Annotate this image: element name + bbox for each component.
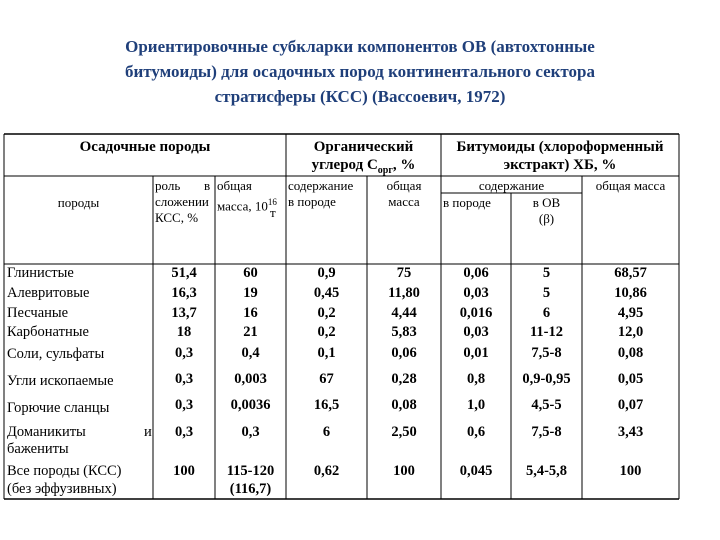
cell-b-ov: 7,5-8 — [531, 424, 562, 440]
cell-role: 0,3 — [174, 397, 194, 413]
cell-b-mass: 100 — [619, 463, 642, 479]
cell-b-ov: 5,4-5,8 — [525, 463, 568, 479]
cell-b-ov: 11-12 — [529, 324, 564, 340]
cell-c-content: 16,5 — [313, 397, 340, 413]
cell-c-content: 67 — [319, 371, 334, 387]
cell-c-content: 0,2 — [317, 305, 336, 321]
row-label: Глинистые — [7, 265, 74, 281]
cell-role: 13,7 — [171, 305, 197, 321]
cell-b-mass: 0,05 — [617, 371, 644, 387]
cell-mass: 0,3 — [241, 424, 260, 440]
cell-b-rock: 0,8 — [466, 371, 486, 387]
header-bitumoids-line2: экстракт) ХБ, % — [503, 157, 617, 173]
subheader-total-mass-line2: масса, $10^{16}$ — [217, 197, 277, 214]
cell-c-mass: 0,28 — [391, 371, 417, 387]
cell-mass: 16 — [243, 305, 258, 321]
cell-role: 18 — [176, 324, 192, 340]
cell-c-mass: 100 — [393, 463, 415, 479]
title-line-2: битумоиды) для осадочных пород континентального сектора — [124, 62, 596, 81]
cell-b-mass: 0,08 — [617, 345, 644, 361]
cell-b-rock: 0,6 — [466, 424, 486, 440]
cell-b-rock: 0,01 — [463, 345, 489, 361]
cell-c-content: 0,62 — [313, 463, 340, 479]
cell-mass: 21 — [243, 324, 258, 340]
subheader-bit-in-ov-line1: в ОВ — [532, 195, 561, 210]
cell-b-ov: 0,9-0,95 — [522, 371, 571, 387]
cell-mass: 0,0036 — [230, 397, 271, 413]
cell-b-rock: 1,0 — [466, 397, 486, 413]
cell-c-content: 0,9 — [317, 265, 336, 281]
subheader-role-line3: КСС, % — [155, 210, 199, 225]
cell-b-mass: 4,95 — [617, 305, 644, 321]
cell-role: 0,3 — [174, 345, 194, 361]
cell-role: 0,3 — [174, 371, 194, 387]
subheader-bit-total-mass: общая масса — [595, 178, 666, 193]
row-label-line2: бажениты — [7, 441, 69, 457]
header-sedimentary-rocks: Осадочные породы — [79, 139, 211, 155]
cell-c-mass: 11,80 — [388, 285, 420, 301]
organic-subscript: орг — [377, 165, 393, 176]
cell-c-mass: 75 — [396, 265, 412, 281]
row-label: Алевритовые — [7, 285, 90, 301]
subheader-bit-content: содержание — [478, 178, 545, 193]
subheader-role-line2: сложении — [155, 194, 209, 209]
subheader-c-mass-line2: масса — [388, 194, 420, 209]
subheader-total-mass-line1: общая — [217, 178, 252, 193]
cell-b-mass: 0,07 — [617, 397, 644, 413]
header-organic-carbon-line1: Органический — [313, 139, 414, 155]
row-label-and: и — [144, 424, 152, 440]
row-label: Карбонатные — [7, 324, 89, 340]
subheader-bit-in-rock: в породе — [443, 195, 491, 210]
cell-mass: 60 — [243, 265, 258, 281]
cell-role: 16,3 — [171, 285, 197, 301]
cell-b-mass: 3,43 — [617, 424, 644, 440]
cell-c-content: 0,45 — [313, 285, 340, 301]
header-organic-carbon-line2: углерод $С_{орг}$, % — [311, 157, 416, 176]
cell-c-mass: 4,44 — [391, 305, 417, 321]
row-label: Песчаные — [7, 305, 69, 321]
row-label: Горючие сланцы — [7, 400, 110, 416]
cell-b-mass: 10,86 — [614, 285, 647, 301]
cell-mass: 115-120 — [226, 463, 275, 479]
row-label: Доманикиты — [7, 424, 86, 440]
cell-c-content: 0,1 — [317, 345, 336, 361]
title-line-3: стратисферы (КСС) (Вассоевич, 1972) — [214, 87, 506, 106]
cell-b-rock: 0,03 — [463, 285, 489, 301]
cell-b-rock: 0,06 — [463, 265, 489, 281]
row-label: Соли, сульфаты — [7, 346, 105, 362]
subheader-bit-in-ov-line2: (β) — [538, 211, 555, 226]
subheader-role-line1: роль — [155, 178, 181, 193]
cell-role: 0,3 — [174, 424, 194, 440]
subheader-c-content-line1: содержание — [288, 178, 354, 193]
row-label-line2: (без эффузивных) — [7, 481, 117, 497]
row-label: Все породы (КСС) — [7, 463, 122, 479]
cell-b-mass: 12,0 — [617, 324, 644, 340]
row-label: Угли ископаемые — [7, 373, 114, 389]
title-line-1: Ориентировочные субкларки компонентов ОВ (автохтонные — [125, 37, 595, 56]
cell-b-rock: 0,016 — [459, 305, 493, 321]
cell-c-content: 6 — [322, 424, 331, 440]
cell-b-mass: 68,57 — [614, 265, 647, 281]
subheader-c-mass-line1: общая — [386, 178, 422, 193]
cell-b-ov: 5 — [542, 265, 551, 281]
cell-role: 100 — [173, 463, 195, 479]
header-bitumoids-line1: Битумоиды (хлороформенный — [456, 139, 664, 155]
cell-c-mass: 5,83 — [391, 324, 417, 340]
cell-b-ov: 4,5-5 — [531, 397, 562, 413]
cell-b-ov: 7,5-8 — [531, 345, 562, 361]
cell-b-rock: 0,045 — [459, 463, 493, 479]
cell-mass: 19 — [243, 285, 258, 301]
cell-role: 51,4 — [171, 265, 197, 281]
subheader-c-content-line2: в породе — [288, 194, 336, 209]
cell-c-content: 0,2 — [317, 324, 336, 340]
cell-b-ov: 5 — [542, 285, 551, 301]
cell-mass-line2: (116,7) — [229, 481, 272, 497]
cell-c-mass: 0,06 — [391, 345, 417, 361]
cell-b-ov: 6 — [542, 305, 551, 321]
cell-mass: 0,003 — [234, 371, 267, 387]
subheader-rocks: породы — [57, 195, 100, 210]
cell-b-rock: 0,03 — [463, 324, 489, 340]
subheader-total-mass-unit: т — [270, 205, 276, 220]
cell-c-mass: 0,08 — [391, 397, 417, 413]
cell-mass: 0,4 — [241, 345, 260, 361]
subheader-role-in: в — [204, 178, 211, 193]
cell-c-mass: 2,50 — [391, 424, 417, 440]
